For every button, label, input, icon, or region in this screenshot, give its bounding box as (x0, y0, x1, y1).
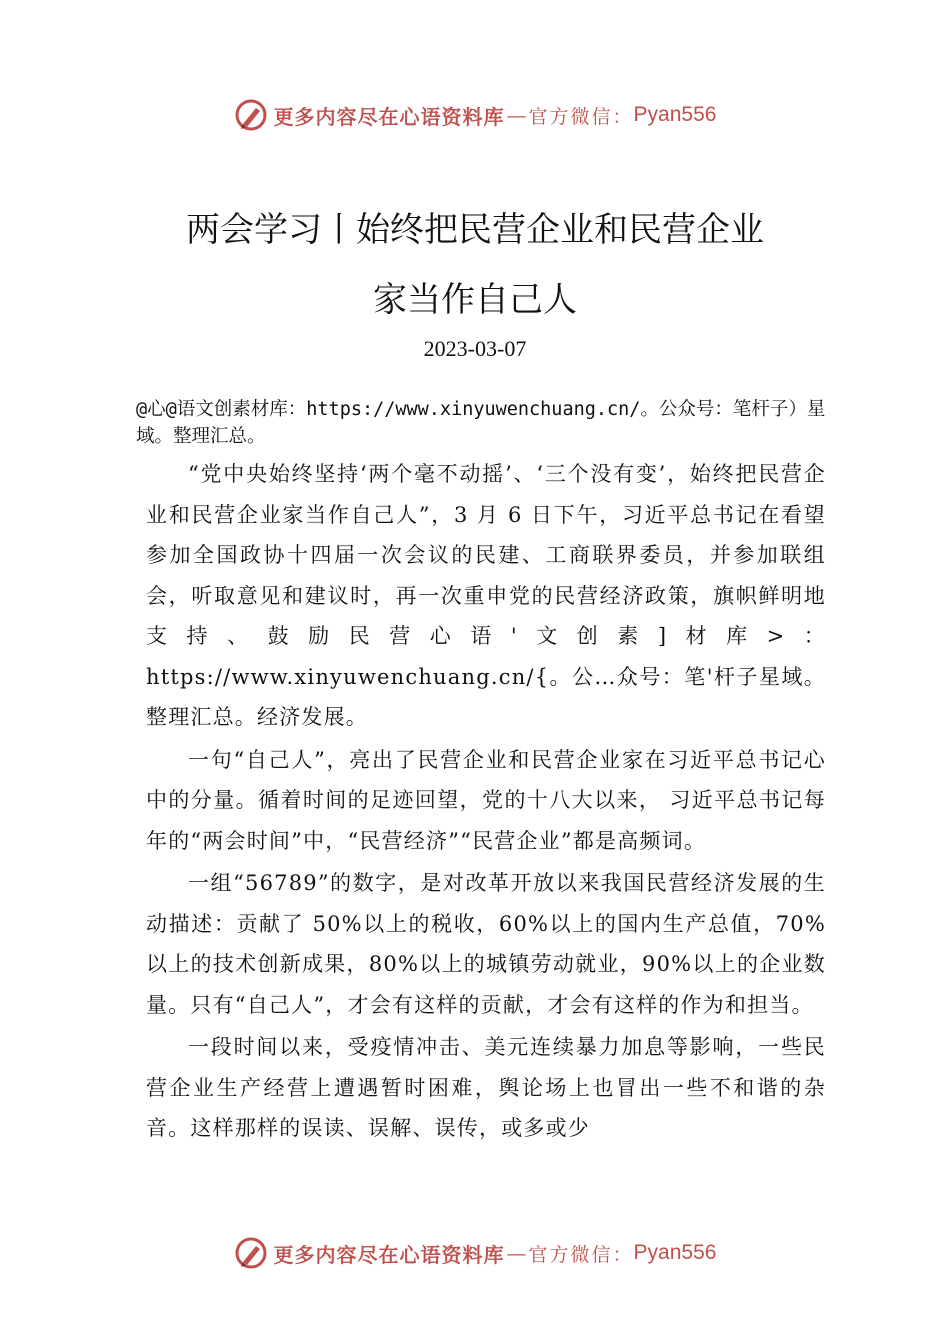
article-body (146, 454, 826, 1151)
watermark-left-text: 更多内容尽在心语资料库 (273, 104, 505, 129)
paragraph-4: 一段时间以来，受疫情冲击、美元连续暴力加息等影响，一些民营企业生产经营上遭遇暂时困难，舆论场上也冒出一些不和谐的杂音。这样那样的误读、误解、误传，或多或少 (146, 1035, 826, 1140)
source-note: @心@语文创素材库：https://www.xinyuwenchuang.cn/。公众号：笔杆子）星域。整理汇总。 (136, 399, 826, 447)
watermark-separator: — (506, 103, 527, 127)
watermark-right-text: 官方微信： (528, 105, 634, 128)
watermark-left-text: 更多内容尽在心语资料库 (273, 1242, 505, 1267)
article-date: 2023-03-07 (423, 336, 527, 361)
article-title-line2: 家当作自己人 (373, 280, 577, 320)
paragraph-2: 一句“自己人”，亮出了民营企业和民营企业家在习近平总书记心中的分量。循着时间的足迹回望，党的十八大以来， 习近平总书记每年的“两会时间”中，“民营经济”“民营企业”都是高频词。 (146, 747, 826, 853)
header-watermark (0, 95, 950, 135)
pen-logo-icon (234, 1236, 268, 1270)
paragraph-3: 一组“56789”的数字，是对改革开放以来我国民营经济发展的生动描述：贡献了 50%以上的税收，60%以上的国内生产总值，70%以上的技术创新成果，80%以上的城镇劳动就业，90%以上的企业数量。只有“自己人”，才会有这样的贡献，才会有这样的作为和担当。 (146, 871, 826, 1017)
watermark-wechat-id: Pyan556 (633, 103, 717, 126)
watermark-separator: — (506, 1241, 527, 1265)
watermark-wechat-id: Pyan556 (633, 1241, 717, 1264)
pen-logo-icon (234, 98, 268, 132)
article-title-line1: 两会学习丨始终把民营企业和民营企业 (186, 210, 764, 250)
paragraph-1: “党中央始终坚持‘两个毫不动摇’、‘三个没有变’，始终把民营企业和民营企业家当作自己人”，3 月 6 日下午，习近平总书记在看望参加全国政协十四届一次会议的民建、工商联界委员，并参加联组会，听取意见和建议时，再一次重申党的民营经济政策，旗帜鲜明地支持、鼓励民营心语'文创素]材库>：https://www.xinyuwenchuang.cn/{。公…众号：笔'杆子星域。整理汇总。经济发展。 (146, 462, 826, 729)
footer-watermark (0, 1233, 950, 1273)
watermark-right-text: 官方微信： (528, 1243, 634, 1266)
